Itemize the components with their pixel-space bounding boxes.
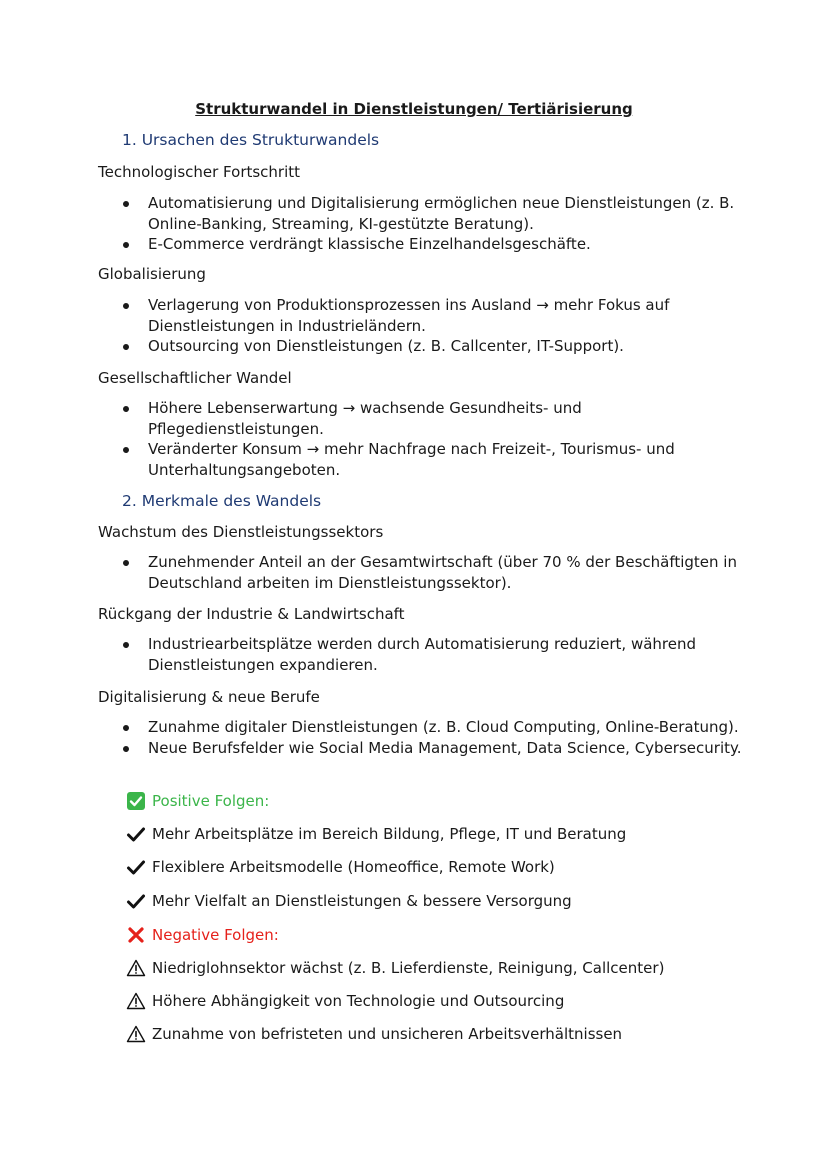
list-item: Zunahme digitaler Dienstleistungen (z. B. Cloud Computing, Online-Beratung). [120, 717, 760, 738]
check-mark-icon [126, 824, 146, 844]
negative-heading [126, 924, 279, 946]
negative-item [126, 990, 564, 1012]
bullet-list-rueckgang [120, 634, 760, 675]
warning-icon [126, 1024, 146, 1044]
subheading-globalisierung: Globalisierung [98, 265, 206, 283]
bullet-list-technologie [120, 193, 760, 255]
section-heading-merkmale: 2. Merkmale des Wandels [122, 492, 322, 510]
section-heading-ursachen: 1. Ursachen des Strukturwandels [122, 131, 380, 149]
list-item: Verlagerung von Produktionsprozessen ins Ausland → mehr Fokus auf Dienstleistungen in Industrieländern. [120, 295, 760, 336]
positive-item-label: Mehr Arbeitsplätze im Bereich Bildung, Pflege, IT und Beratung [152, 825, 627, 843]
list-item: Zunehmender Anteil an der Gesamtwirtschaft (über 70 % der Beschäftigten in Deutschland arbeiten im Dienstleistungssektor). [120, 552, 760, 593]
subheading-wachstum: Wachstum des Dienstleistungssektors [98, 523, 384, 541]
bullet-list-globalisierung [120, 295, 760, 357]
list-item: Industriearbeitsplätze werden durch Automatisierung reduziert, während Dienstleistungen expandieren. [120, 634, 760, 675]
warning-icon [126, 958, 146, 978]
negative-heading-label: Negative Folgen: [152, 926, 279, 944]
positive-item-label: Mehr Vielfalt an Dienstleistungen & bessere Versorgung [152, 892, 572, 910]
subheading-technologischer-fortschritt: Technologischer Fortschritt [98, 163, 301, 181]
cross-mark-icon [126, 925, 146, 945]
negative-item-label: Niedriglohnsektor wächst (z. B. Lieferdienste, Reinigung, Callcenter) [152, 959, 665, 977]
positive-item-label: Flexiblere Arbeitsmodelle (Homeoffice, Remote Work) [152, 858, 555, 876]
list-item: Automatisierung und Digitalisierung ermöglichen neue Dienstleistungen (z. B. Online-Banking, Streaming, KI-gestützte Beratung). [120, 193, 760, 234]
negative-item-label: Zunahme von befristeten und unsicheren Arbeitsverhältnissen [152, 1025, 623, 1043]
subheading-digitalisierung: Digitalisierung & neue Berufe [98, 688, 320, 706]
bullet-list-digitalisierung [120, 717, 760, 758]
subheading-rueckgang: Rückgang der Industrie & Landwirtschaft [98, 605, 405, 623]
check-box-icon [126, 791, 146, 811]
list-item: E-Commerce verdrängt klassische Einzelhandelsgeschäfte. [120, 234, 760, 255]
bullet-list-gesellschaft [120, 398, 760, 480]
positive-item [126, 890, 572, 912]
negative-item [126, 957, 664, 979]
list-item: Neue Berufsfelder wie Social Media Management, Data Science, Cybersecurity. [120, 738, 760, 759]
check-mark-icon [126, 891, 146, 911]
positive-heading [126, 790, 269, 812]
positive-heading-label: Positive Folgen: [152, 792, 270, 810]
negative-item [126, 1023, 622, 1045]
subheading-gesellschaftlicher-wandel: Gesellschaftlicher Wandel [98, 369, 292, 387]
warning-icon [126, 991, 146, 1011]
positive-item [126, 856, 555, 878]
negative-item-label: Höhere Abhängigkeit von Technologie und Outsourcing [152, 992, 565, 1010]
list-item: Veränderter Konsum → mehr Nachfrage nach Freizeit-, Tourismus- und Unterhaltungsangeboten. [120, 439, 760, 480]
check-mark-icon [126, 857, 146, 877]
positive-item [126, 823, 626, 845]
list-item: Höhere Lebenserwartung → wachsende Gesundheits- und Pflegedienstleistungen. [120, 398, 760, 439]
document-title: Strukturwandel in Dienstleistungen/ Tertiärisierung [195, 100, 633, 118]
list-item: Outsourcing von Dienstleistungen (z. B. Callcenter, IT-Support). [120, 336, 760, 357]
bullet-list-wachstum [120, 552, 760, 593]
